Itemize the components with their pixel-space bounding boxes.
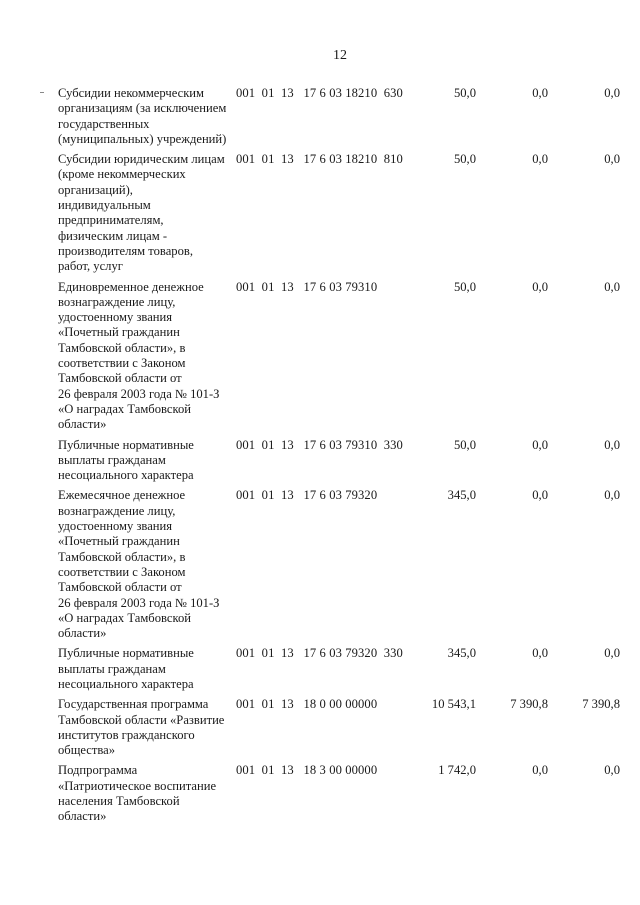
amount-year-3: 0,0 [604,152,620,167]
description-line: несоциального характера [58,676,194,691]
amount-year-3: 0,0 [604,279,620,294]
description-line: (кроме некоммерческих [58,167,186,182]
description-line: 26 февраля 2003 года № 101-З [58,595,220,610]
description-line: институтов гражданского [58,727,195,742]
amount-year-2: 0,0 [532,152,548,167]
amount-year-3: 0,0 [604,646,620,661]
budget-code: 001 01 13 17 6 03 79310 330 [236,437,403,452]
description-line: организаций), [58,182,133,197]
amount-year-2: 0,0 [532,279,548,294]
amount-year-3: 0,0 [604,437,620,452]
description-line: населения Тамбовской [58,794,180,809]
table-row [58,763,628,824]
description-line: Субсидии некоммерческим [58,86,205,100]
table-row [58,488,628,641]
amount-year-3: 0,0 [604,763,620,778]
description-line: соответствии с Законом [58,564,186,579]
row-description [58,438,236,484]
amount-year-3: 7 390,8 [582,697,620,712]
amount-year-2: 0,0 [532,437,548,452]
description-line: «Почетный гражданин [58,325,180,340]
amount-year-1: 50,0 [453,437,476,452]
description-line: Подпрограмма [58,763,138,778]
description-line: Тамбовской области», в [58,549,186,564]
budget-code: 001 01 13 17 6 03 18210 630 [236,86,403,100]
description-line: удостоенному звания [58,310,173,325]
description-line: Субсидии юридическим лицам [58,152,225,167]
description-line: Публичные нормативные [58,437,194,452]
budget-code: 001 01 13 18 0 00 00000 [236,697,378,712]
row-description [58,763,236,824]
description-line: государственных [58,116,150,131]
description-line: «Почетный гражданин [58,534,180,549]
budget-code: 001 01 13 17 6 03 79320 [236,488,378,503]
page-number: 12 [333,48,347,63]
row-description [58,488,236,641]
description-line: выплаты гражданам [58,661,166,676]
row-description [58,86,236,147]
row-description [58,280,236,433]
amount-year-1: 50,0 [453,86,476,100]
description-line: несоциального характера [58,468,194,483]
table-row [58,280,628,433]
description-line: «О наградах Тамбовской [58,401,191,416]
amount-year-2: 7 390,8 [510,697,548,712]
description-line: 26 февраля 2003 года № 101-З [58,386,220,401]
amount-year-3: 0,0 [604,488,620,503]
amount-year-3: 0,0 [604,86,620,100]
amount-year-1: 345,0 [447,488,476,503]
description-line: «Патриотическое воспитание [58,778,217,793]
amount-year-1: 345,0 [447,646,476,661]
budget-code: 001 01 13 17 6 03 79310 [236,279,378,294]
amount-year-1: 50,0 [453,152,476,167]
table-row [58,86,628,147]
description-line: Государственная программа [58,697,209,712]
description-line: области» [58,809,107,824]
description-line: области» [58,417,107,432]
budget-code: 001 01 13 17 6 03 79320 330 [236,646,403,661]
description-line: удостоенному звания [58,519,173,534]
description-line: организациям (за исключением [58,101,227,116]
description-line: Тамбовской области от [58,580,182,595]
amount-year-2: 0,0 [532,488,548,503]
description-line: общества» [58,743,116,758]
table-row [58,438,628,484]
description-line: производителям товаров, [58,243,193,258]
table-row [58,646,628,692]
row-description [58,646,236,692]
table-row [58,152,628,274]
amount-year-1: 10 543,1 [431,697,476,712]
description-line: (муниципальных) учреждений) [58,131,227,146]
amount-year-2: 0,0 [532,646,548,661]
budget-table [58,86,628,830]
description-line: области» [58,626,107,641]
budget-code: 001 01 13 17 6 03 18210 810 [236,152,403,167]
description-line: вознаграждение лицу, [58,503,176,518]
table-row [58,697,628,758]
description-line: Единовременное денежное [58,279,204,294]
description-line: Тамбовской области», в [58,340,186,355]
description-line: Ежемесячное денежное [58,488,186,503]
description-line: индивидуальным [58,198,151,213]
row-description [58,697,236,758]
budget-code: 001 01 13 18 3 00 00000 [236,763,378,778]
description-line: физическим лицам - [58,228,168,243]
description-line: Тамбовской области от [58,371,182,386]
description-line: соответствии с Законом [58,356,186,371]
description-line: предпринимателям, [58,213,164,228]
amount-year-2: 0,0 [532,763,548,778]
description-line: «О наградах Тамбовской [58,610,191,625]
description-line: работ, услуг [58,259,123,274]
amount-year-1: 1 742,0 [438,763,476,778]
margin-mark [40,92,44,93]
description-line: выплаты гражданам [58,452,166,467]
amount-year-1: 50,0 [453,279,476,294]
description-line: вознаграждение лицу, [58,294,176,309]
row-description [58,152,236,274]
description-line: Публичные нормативные [58,646,194,661]
description-line: Тамбовской области «Развитие [58,712,225,727]
amount-year-2: 0,0 [532,86,548,100]
